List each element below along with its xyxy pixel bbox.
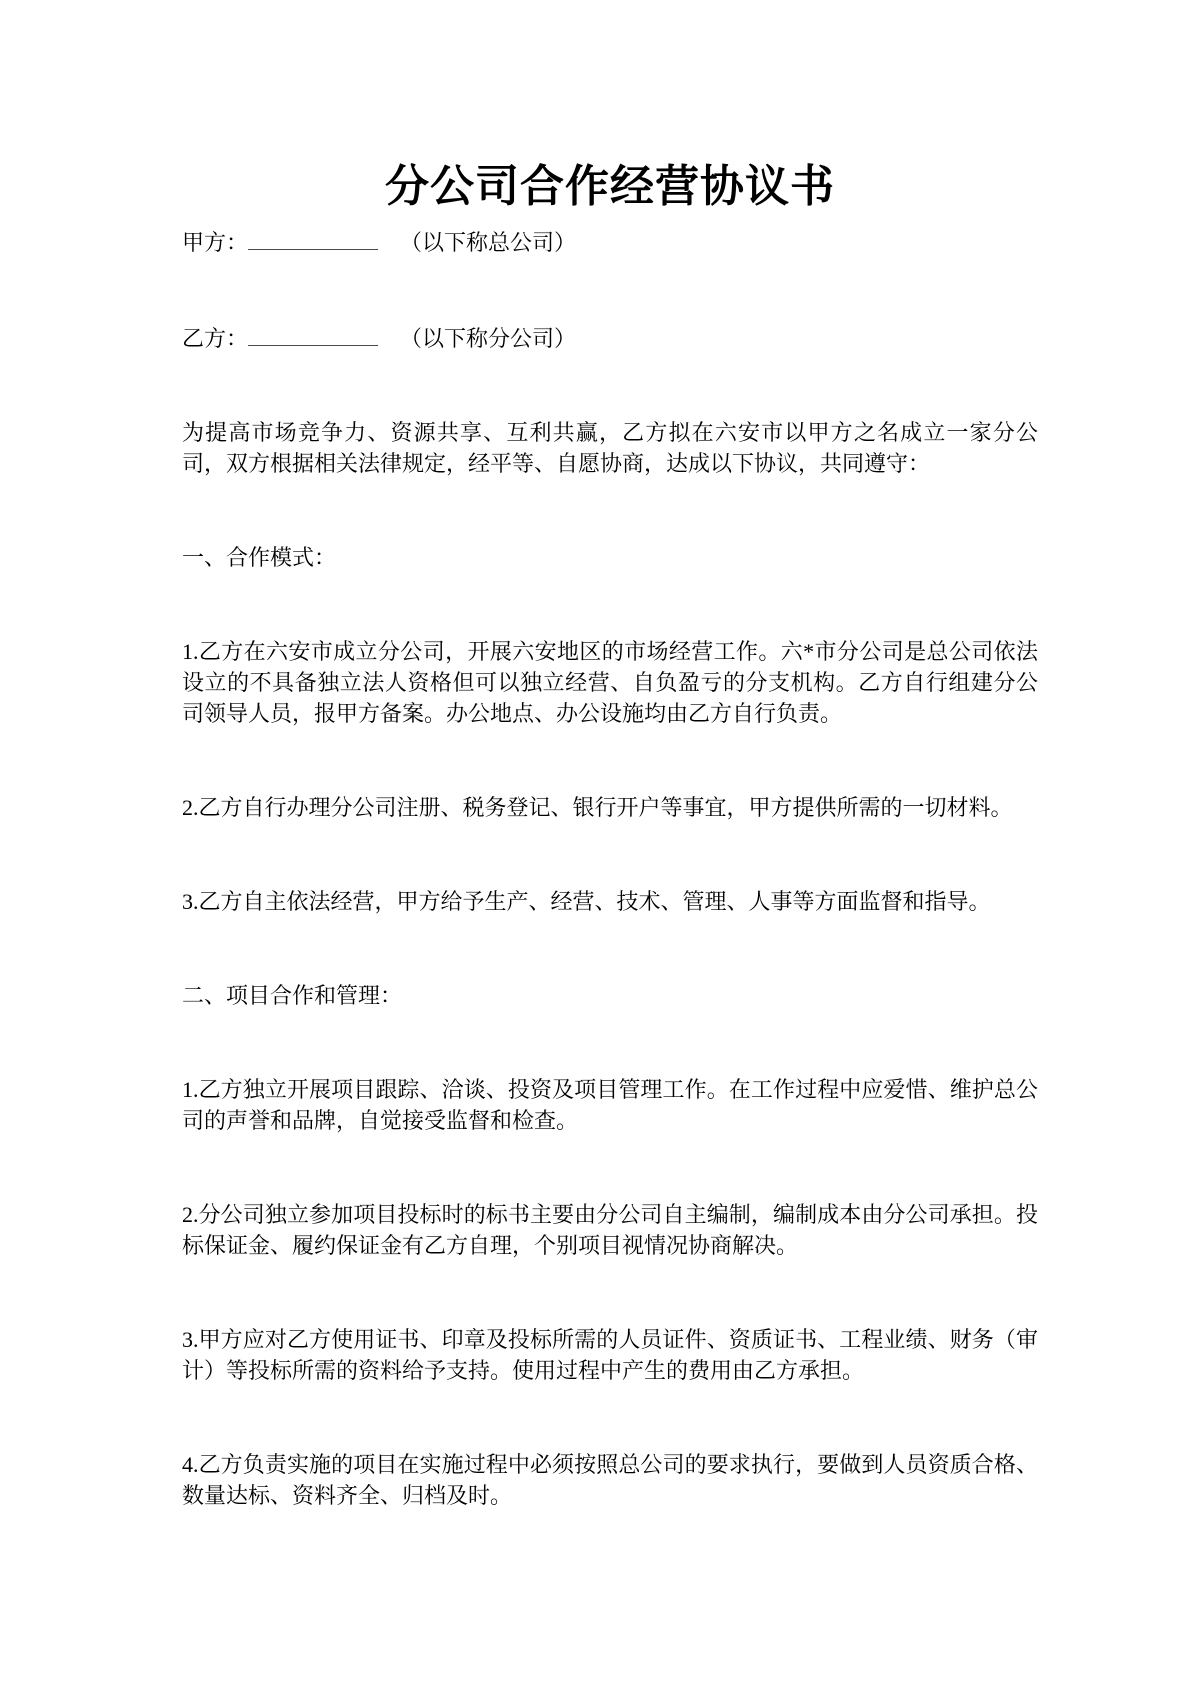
party-a-row [182, 225, 1038, 258]
party-b-blank-line [248, 321, 378, 346]
party-a-blank-line [248, 225, 378, 250]
section-1-heading: 一、合作模式： [182, 545, 337, 570]
party-b-suffix: （以下称分公司） [400, 326, 577, 351]
party-a-label: 甲方： [182, 230, 249, 255]
party-a-suffix: （以下称总公司） [400, 230, 577, 255]
section-1-item-3: 3.乙方自主依法经营，甲方给予生产、经营、技术、管理、人事等方面监督和指导。 [182, 889, 991, 914]
section-2-item-1: 1.乙方独立开展项目跟踪、洽谈、投资及项目管理工作。在工作过程中应爱惜、维护总公司的声誉和品牌，自觉接受监督和检查。 [182, 1077, 1038, 1133]
section-1-item-2: 2.乙方自行办理分公司注册、税务登记、银行开户等事宜，甲方提供所需的一切材料。 [182, 795, 1013, 820]
section-2-item-4: 4.乙方负责实施的项目在实施过程中必须按照总公司的要求执行，要做到人员资质合格、数量达标、资料齐全、归档及时。 [182, 1452, 1038, 1508]
document-title: 分公司合作经营协议书 [385, 162, 835, 211]
section-1-item-1: 1.乙方在六安市成立分公司，开展六安地区的市场经营工作。六*市分公司是总公司依法设立的不具备独立法人资格但可以独立经营、自负盈亏的分支机构。乙方自行组建分公司领导人员，报甲方备案。办公地点、办公设施均由乙方自行负责。 [182, 639, 1038, 726]
intro-paragraph: 为提高市场竞争力、资源共享、互利共赢，乙方拟在六安市以甲方之名成立一家分公司，双方根据相关法律规定，经平等、自愿协商，达成以下协议，共同遵守： [182, 420, 1038, 476]
party-b-row [182, 321, 1038, 354]
section-2-item-2: 2.分公司独立参加项目投标时的标书主要由分公司自主编制，编制成本由分公司承担。投标保证金、履约保证金有乙方自理，个别项目视情况协商解决。 [182, 1202, 1038, 1258]
section-2-heading: 二、项目合作和管理： [182, 983, 403, 1008]
section-2-item-3: 3.甲方应对乙方使用证书、印章及投标所需的人员证件、资质证书、工程业绩、财务（审计）等投标所需的资料给予支持。使用过程中产生的费用由乙方承担。 [182, 1327, 1038, 1383]
party-b-label: 乙方： [182, 326, 249, 351]
